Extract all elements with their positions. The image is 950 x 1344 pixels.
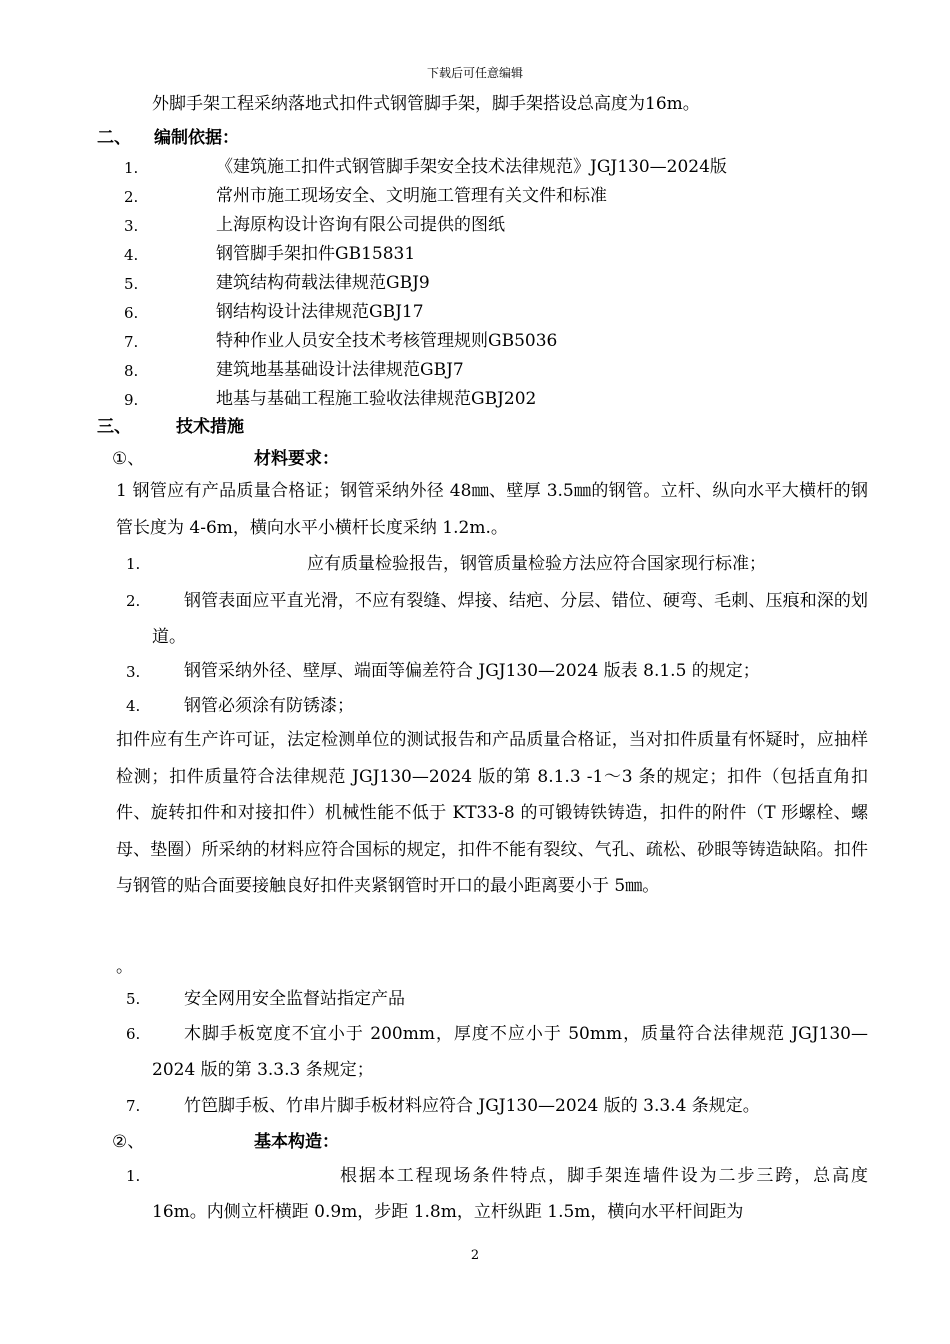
list-text: 钢管脚手架扣件GB15831 [216,244,416,264]
list-text: 安全网用安全监督站指定产品 [184,989,405,1009]
section2-title: 编制依据： [154,128,239,148]
sub2-title: 基本构造： [254,1132,339,1152]
list-text: 常州市施工现场安全、文明施工管理有关文件和标准 [216,186,607,206]
page-number: 2 [470,1248,480,1263]
list-number: 1. [126,1167,141,1185]
list-number: 4. [126,697,141,715]
section3-number: 三、 [97,417,131,437]
list-number: 8. [124,362,139,380]
list-number: 2. [126,592,141,610]
list-text: 钢结构设计法律规范GBJ17 [216,302,424,322]
list-text: 《建筑施工扣件式钢管脚手架安全技术法律规范》JGJ130—2024版 [216,157,727,177]
list-number: 1. [124,159,139,177]
list-text: 应有质量检验报告，钢管质量检验方法应符合国家现行标准； [307,554,766,574]
section3-title: 技术措施 [176,417,244,437]
list-text: 地基与基础工程施工验收法律规范GBJ202 [216,389,537,409]
list-number: 7. [124,333,139,351]
list-text: 竹笆脚手板、竹串片脚手板材料应符合 JGJ130—2024 版的 3.3.4 条规定。 [184,1096,760,1116]
list-number: 4. [124,246,139,264]
stray-period: 。 [116,957,133,977]
list-number: 6. [126,1025,141,1043]
section2-number: 二、 [97,128,131,148]
list-text: 根据本工程现场条件特点，脚手架连墙件设为二步三跨，总高度 16m。内侧立杆横距 0.9m，步距 1.8m，立杆纵距 1.5m，横向水平杆间距为 [152,1166,868,1222]
list-text: 钢管表面应平直光滑，不应有裂缝、焊接、结疤、分层、错位、硬弯、毛刺、压痕和深的划道。 [152,591,868,647]
list-text: 上海原构设计咨询有限公司提供的图纸 [216,215,505,235]
list-number: 1. [126,555,141,573]
list-number: 5. [124,275,139,293]
list-text: 木脚手板宽度不宜小于 200mm，厚度不应小于 50mm，质量符合法律规范 JGJ130—2024 版的第 3.3.3 条规定； [152,1024,868,1080]
list-text: 特种作业人员安全技术考核管理规则GB5036 [216,331,558,351]
sub1-paragraph-1: 1 钢管应有产品质量合格证；钢管采纳外径 48㎜、壁厚 3.5㎜的钢管。立杆、纵向水平大横杆的钢管长度为 4-6m，横向水平小横杆长度采纳 1.2m.。 [116,481,868,538]
sub1-paragraph-2: 扣件应有生产许可证，法定检测单位的测试报告和产品质量合格证，当对扣件质量有怀疑时，应抽样检测；扣件质量符合法律规范 JGJ130—2024 版的第 8.1.3 -1～3 条的规定；扣件（包括直角扣件、旋转扣件和对接扣件）机械性能不低于 KT33-8 的可锻铸铁铸造，扣件的附件（T 形螺栓、螺母、垫圈）所采纳的材料应符合国标的规定，扣件不能有裂纹、气孔、疏松、砂眼等铸造缺陷。扣件与钢管的贴合面要接触良好扣件夹紧钢管时开口的最小距离要小于 5㎜。 [116,730,868,896]
list-text: 建筑结构荷载法律规范GBJ9 [216,273,430,293]
intro-text: 外脚手架工程采纳落地式扣件式钢管脚手架，脚手架搭设总高度为16m。 [152,94,700,114]
list-text: 钢管采纳外径、壁厚、端面等偏差符合 JGJ130—2024 版表 8.1.5 的规定； [184,661,760,681]
list-number: 3. [126,663,141,681]
list-number: 9. [124,391,139,409]
list-number: 3. [124,217,139,235]
sub2-number: ②、 [112,1132,145,1152]
list-text: 建筑地基基础设计法律规范GBJ7 [216,360,464,380]
list-number: 6. [124,304,139,322]
list-number: 5. [126,990,141,1008]
sub1-title: 材料要求： [254,449,339,469]
sub1-number: ①、 [112,449,145,469]
page-header: 下载后可任意编辑 [426,66,523,80]
list-number: 2. [124,188,139,206]
list-text: 钢管必须涂有防锈漆； [184,696,354,716]
list-number: 7. [126,1097,141,1115]
